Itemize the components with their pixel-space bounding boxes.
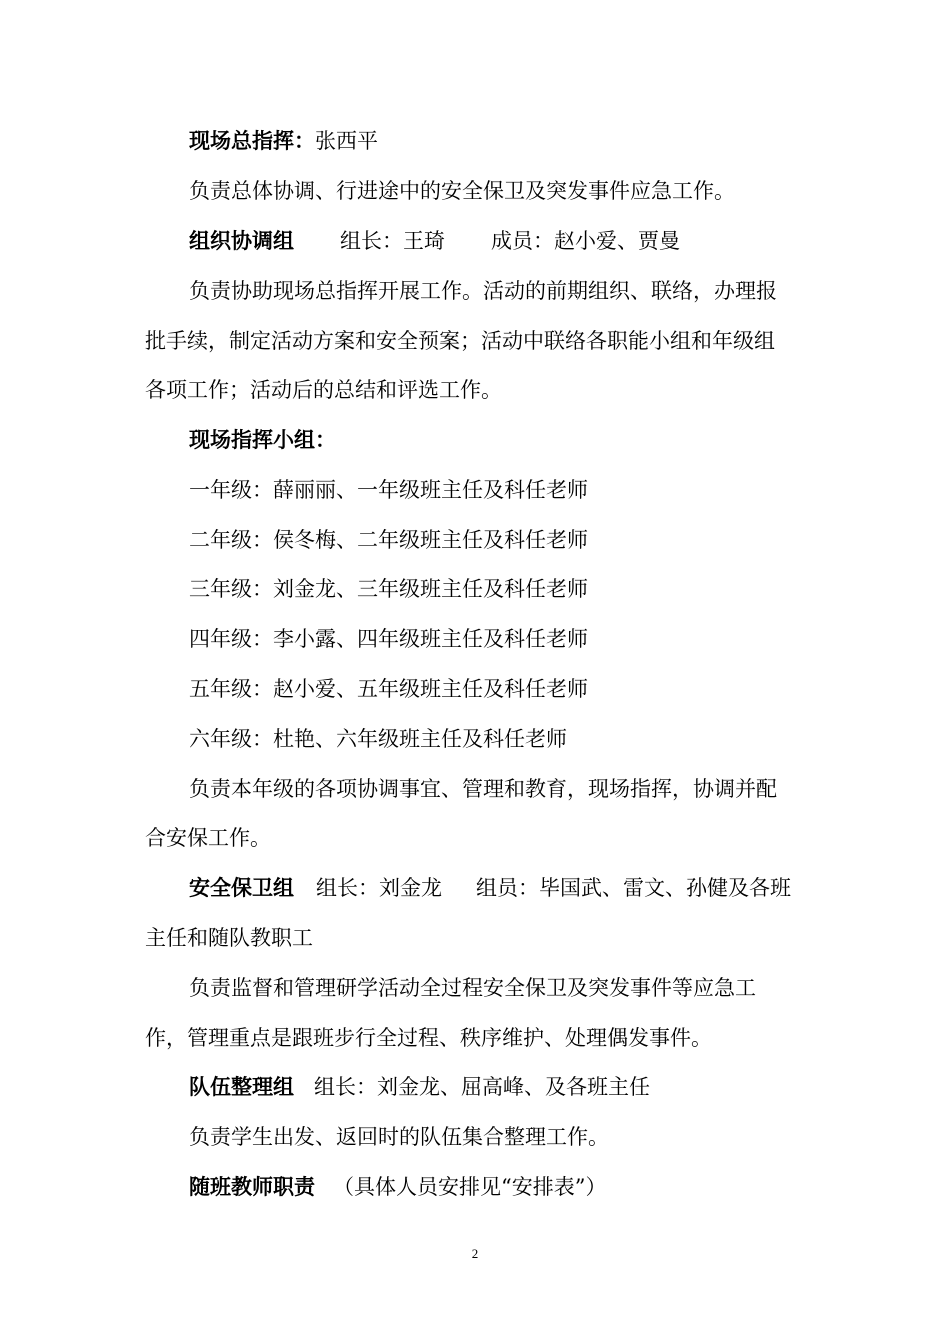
grade-line: 四年级：李小露、四年级班主任及科任老师	[189, 627, 588, 651]
org-group-leader: 组长：王琦	[340, 229, 445, 253]
org-group-title: 组织协调组	[189, 228, 294, 253]
queue-group-line	[189, 1067, 815, 1107]
grade-line: 二年级：侯冬梅、二年级班主任及科任老师	[189, 528, 588, 552]
onsite-duty-line: 负责本年级的各项协调事宜、管理和教育，现场指挥，协调并配	[189, 777, 777, 801]
queue-group-title: 队伍整理组	[189, 1074, 294, 1099]
teacher-duty-note: （具体人员安排见“安排表”）	[333, 1175, 607, 1199]
org-duty-line: 批手续，制定活动方案和安全预案；活动中联络各职能小组和年级组	[145, 329, 775, 353]
commander-name: 张西平	[315, 129, 378, 153]
onsite-duty-line: 合安保工作。	[145, 826, 271, 850]
grade-line: 六年级：杜艳、六年级班主任及科任老师	[189, 727, 567, 751]
security-group-title: 安全保卫组	[189, 875, 294, 900]
page-number: 2	[471, 1246, 479, 1261]
grade-line: 五年级：赵小爱、五年级班主任及科任老师	[189, 677, 588, 701]
security-duty-line: 作，管理重点是跟班步行全过程、秩序维护、处理偶发事件。	[145, 1026, 712, 1050]
queue-duty: 负责学生出发、返回时的队伍集合整理工作。	[189, 1125, 609, 1149]
commander-label: 现场总指挥：	[189, 128, 315, 153]
teacher-duty-line	[189, 1167, 815, 1207]
teacher-duty-title: 随班教师职责	[189, 1174, 315, 1199]
grade-line: 一年级：薛丽丽、一年级班主任及科任老师	[189, 478, 588, 502]
org-group-line	[189, 221, 815, 261]
security-group-members-cont: 主任和随队教职工	[145, 926, 313, 950]
queue-group-leader: 组长：刘金龙、屈高峰、及各班主任	[314, 1075, 650, 1099]
org-duty-line: 负责协助现场总指挥开展工作。活动的前期组织、联络，办理报	[189, 279, 777, 303]
security-group-leader: 组长：刘金龙	[316, 876, 442, 900]
commander-line	[189, 121, 815, 161]
grade-line: 三年级：刘金龙、三年级班主任及科任老师	[189, 577, 588, 601]
commander-duty: 负责总体协调、行进途中的安全保卫及突发事件应急工作。	[189, 179, 735, 203]
onsite-group-title: 现场指挥小组：	[189, 427, 336, 452]
security-group-line	[189, 868, 815, 908]
security-duty-line: 负责监督和管理研学活动全过程安全保卫及突发事件等应急工	[189, 976, 756, 1000]
org-group-members: 成员：赵小爱、贾曼	[491, 229, 680, 253]
security-group-members: 组员：毕国武、雷文、孙健及各班	[476, 876, 791, 900]
org-duty-line: 各项工作；活动后的总结和评选工作。	[145, 378, 502, 402]
